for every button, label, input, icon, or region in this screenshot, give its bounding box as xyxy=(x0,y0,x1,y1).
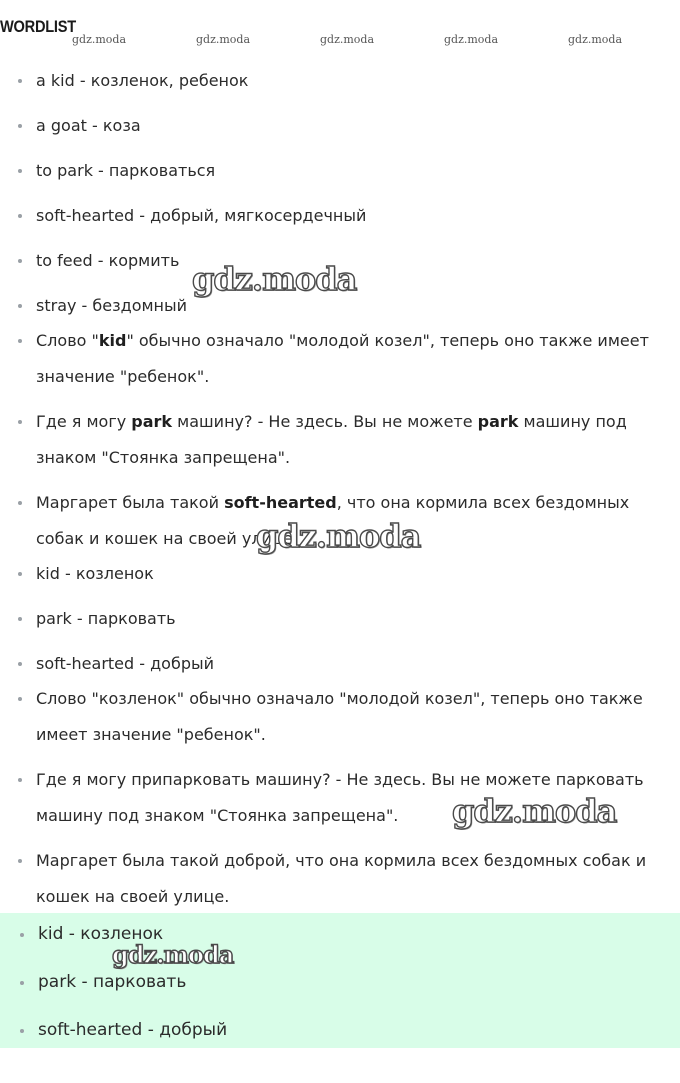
list-item: soft-hearted - добрый, мягкосердечный xyxy=(36,198,680,234)
list-item: Слово "козленок" обычно означало "молодой козел", теперь оно также имеет значение "ребенок". xyxy=(36,681,680,753)
list-item: Слово "kid" обычно означало "молодой козел", теперь оно также имеет значение "ребенок". xyxy=(36,323,680,395)
list-item: to park - парковаться xyxy=(36,153,680,189)
watermark: gdz.moda xyxy=(112,940,234,969)
highlight-block xyxy=(0,913,680,1048)
list-item: a kid - козленок, ребенок xyxy=(36,63,680,99)
list-item: soft-hearted - добрый xyxy=(38,1020,228,1040)
list-item: stray - бездомный xyxy=(36,288,680,324)
watermark: gdz.moda xyxy=(444,33,499,46)
list-item: soft-hearted - добрый xyxy=(36,646,680,682)
list-item: Где я могу припарковать машину? - Не здесь. Вы не можете парковать машину под знаком "Стоянка запрещена". xyxy=(36,762,680,834)
list-item: park - парковать xyxy=(36,601,680,637)
watermark: gdz.moda xyxy=(452,792,617,830)
list-item: Где я могу park машину? - Не здесь. Вы не можете park машину под знаком "Стоянка запрещена". xyxy=(36,404,680,476)
watermark: gdz.moda xyxy=(320,33,375,46)
watermark: gdz.moda xyxy=(256,517,421,555)
watermark: gdz.moda xyxy=(196,33,251,46)
watermark: gdz.moda xyxy=(568,33,623,46)
list-item: a goat - коза xyxy=(36,108,680,144)
list-item: park - парковать xyxy=(38,972,187,992)
list-item: kid - козленок xyxy=(36,556,680,592)
watermark: gdz.moda xyxy=(192,260,357,298)
list-item: to feed - кормить xyxy=(36,243,680,279)
page-title: WORDLIST xyxy=(0,17,76,36)
list-item: Маргарет была такой доброй, что она кормила всех бездомных собак и кошек на своей улице. xyxy=(36,843,680,915)
list-item: kid - козленок xyxy=(38,924,164,944)
watermark: gdz.moda xyxy=(72,33,127,46)
list-item: Маргарет была такой soft-hearted, что она кормила всех бездомных собак и кошек на своей улице. xyxy=(36,485,680,557)
